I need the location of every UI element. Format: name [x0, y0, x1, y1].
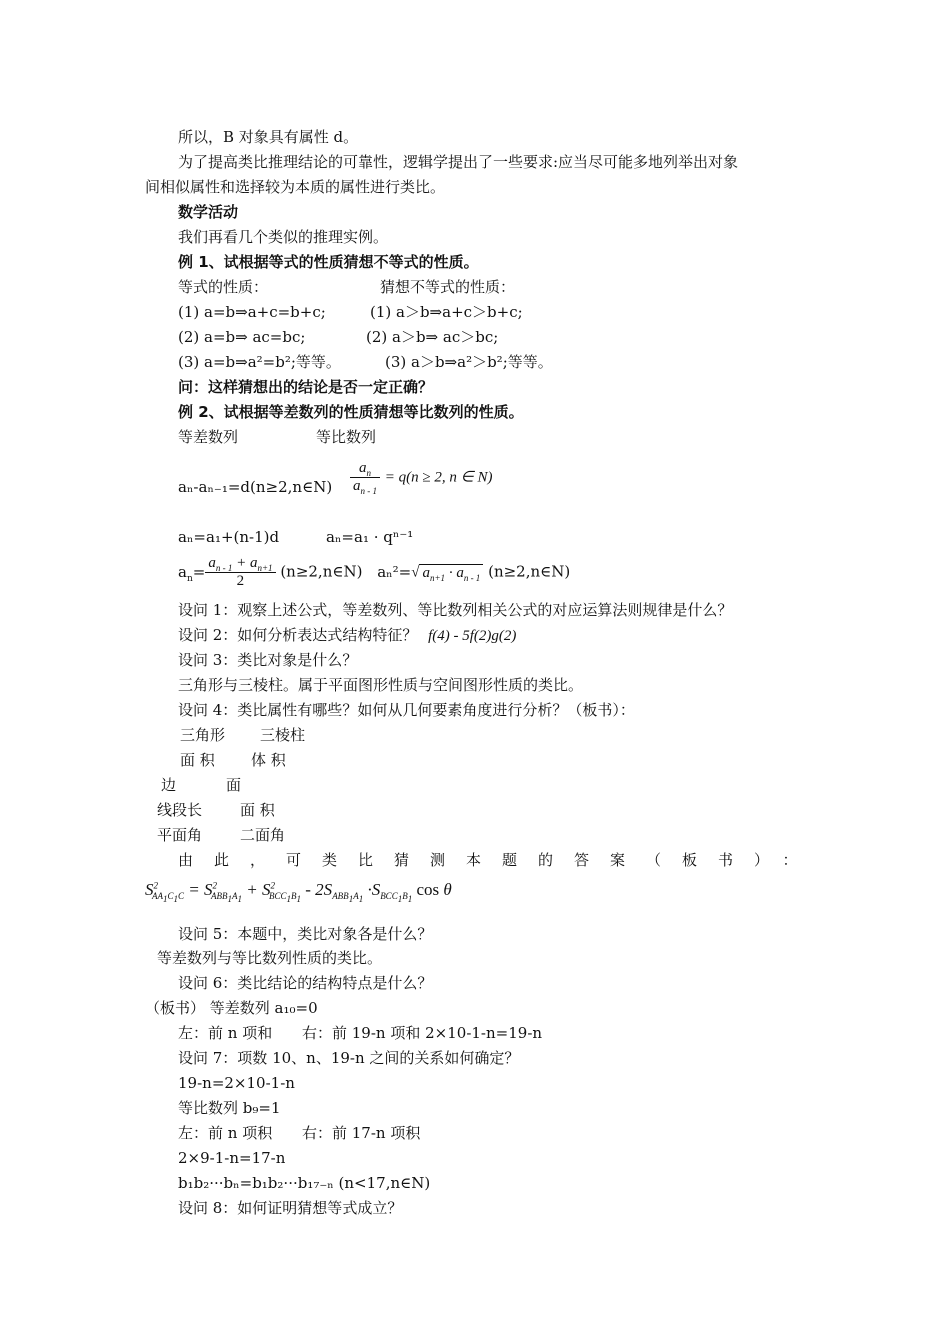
question-line: 问：这样猜想出的结论是否一定正确？ [178, 378, 434, 396]
section-heading: 数学活动 [178, 203, 239, 221]
formula-line: b₁b₂···bₙ=b₁b₂···b₁₇₋ₙ (n<17,n∈N) [178, 1174, 431, 1192]
formula-line: aₙ=a₁ · qⁿ⁻¹ [326, 528, 414, 546]
formula-line: aₙ=a₁+(n-1)d [178, 528, 280, 546]
table-cell: 二面角 [240, 826, 286, 844]
formula-part: $a_n=$ [178, 562, 206, 584]
formula-line: aₙ-aₙ₋₁=d(n≥2,n∈N) [178, 478, 333, 496]
sqrt-sign: √ [411, 564, 420, 581]
text-part: 设问 2：如何分析表达式结构特征？ [178, 626, 418, 644]
area-formula: $S^2_{AA_1C_1C} = S^2_{ABB_1A_1} + S^2_{BCC_1B_1} - 2S_{ABB_1A_1} \cdot S_{BCC_1B_1}$ cos θ [145, 880, 452, 905]
example-heading: 例 1、试根据等式的性质猜想不等式的性质。 [178, 253, 479, 271]
text-line [178, 625, 516, 646]
formula-line: 19-n=2×10-1-n [178, 1074, 295, 1092]
example-heading: 例 2、试根据等差数列的性质猜想等比数列的性质。 [178, 403, 524, 421]
text-line: 等式的性质： [178, 278, 269, 296]
text-line: 设问 5：本题中，类比对象各是什么？ [178, 925, 433, 943]
fraction-an-over-an-1: $\frac{a_n}{a_{n - 1}}$ [350, 460, 380, 495]
table-cell: 面 积 [180, 751, 215, 769]
text-line: 设问 4：类比属性有哪些？如何从几何要素角度进行分析？（板书）： [178, 701, 635, 719]
text-line: 设问 8：如何证明猜想等式成立？ [178, 1199, 403, 1217]
formula-line: (2) a=b⇒ ac=bc; [178, 328, 306, 346]
text-line: 设问 7：项数 10、n、19-n 之间的关系如何确定？ [178, 1049, 520, 1067]
text-line: 左：前 n 项和 [178, 1024, 273, 1042]
table-cell: 三角形 [180, 726, 226, 744]
text-line: 为了提高类比推理结论的可靠性，逻辑学提出了一些要求:应当尽可能多地列举出对象 [178, 153, 739, 171]
text-line: 等差数列与等比数列性质的类比。 [157, 949, 383, 967]
table-cell: 面 [226, 776, 242, 794]
text-line: 左：前 n 项积 [178, 1124, 273, 1142]
formula-line: (3) a=b⇒a²=b²;等等。 [178, 353, 341, 371]
text-line: 设问 3：类比对象是什么？ [178, 651, 358, 669]
table-cell: 平面角 [157, 826, 203, 844]
text-line: （板书） 等差数列 a₁₀=0 [145, 999, 318, 1017]
formula-part: = q(n ≥ 2, n ∈ N) [384, 469, 493, 486]
table-cell: 边 [161, 776, 177, 794]
text-line: 所以，B 对象具有属性 d。 [178, 128, 359, 146]
text-line: 等比数列 b₉=1 [178, 1099, 281, 1117]
text-line: 间相似属性和选择较为本质的属性进行类比。 [145, 178, 446, 196]
table-cell: 面 积 [240, 801, 275, 819]
text-line: 设问 6：类比结论的结构特点是什么？ [178, 974, 433, 992]
formula-part: aₙ²= [377, 562, 412, 581]
fraction-arith-mean: $\frac{a_{n - 1} + a_{n+1}}{2}$ [205, 555, 275, 590]
text-line: 等差数列 [178, 428, 239, 446]
text-line: 猜想不等式的性质： [380, 278, 516, 296]
formula-part: (n≥2,n∈N) [280, 562, 363, 581]
table-cell: 体 积 [251, 751, 286, 769]
text-line: 等比数列 [316, 428, 377, 446]
formula-line: (1) a＞b⇒a+c＞b+c; [370, 303, 523, 321]
formula-part: (n≥2,n∈N) [488, 562, 571, 581]
text-line: 由此，可类比猜测本题的答案（板书）： [178, 851, 819, 869]
text-line: 三角形与三棱柱。属于平面图形性质与空间图形性质的类比。 [178, 676, 584, 694]
formula-line: (1) a=b⇒a+c=b+c; [178, 303, 326, 321]
formula-line [178, 555, 570, 590]
math-expression: f(4) - 5f(2)g(2) [428, 628, 517, 644]
formula-line: 2×9-1-n=17-n [178, 1149, 286, 1167]
table-cell: 三棱柱 [260, 726, 306, 744]
text-line: 右：前 19-n 项和 2×10-1-n=19-n [302, 1024, 543, 1042]
text-line: 设问 1：观察上述公式，等差数列、等比数列相关公式的对应运算法则规律是什么？ [178, 601, 733, 619]
formula-line: (3) a＞b⇒a²＞b²;等等。 [385, 353, 553, 371]
fraction-formula [350, 460, 492, 495]
formula-line: (2) a＞b⇒ ac＞bc; [366, 328, 499, 346]
text-line: 我们再看几个类似的推理实例。 [178, 228, 389, 246]
text-line: 右：前 17-n 项积 [302, 1124, 421, 1142]
table-cell: 线段长 [157, 801, 203, 819]
sqrt-radicand: $a_{n+1} \cdot a_{n - 1}$ [419, 564, 483, 582]
